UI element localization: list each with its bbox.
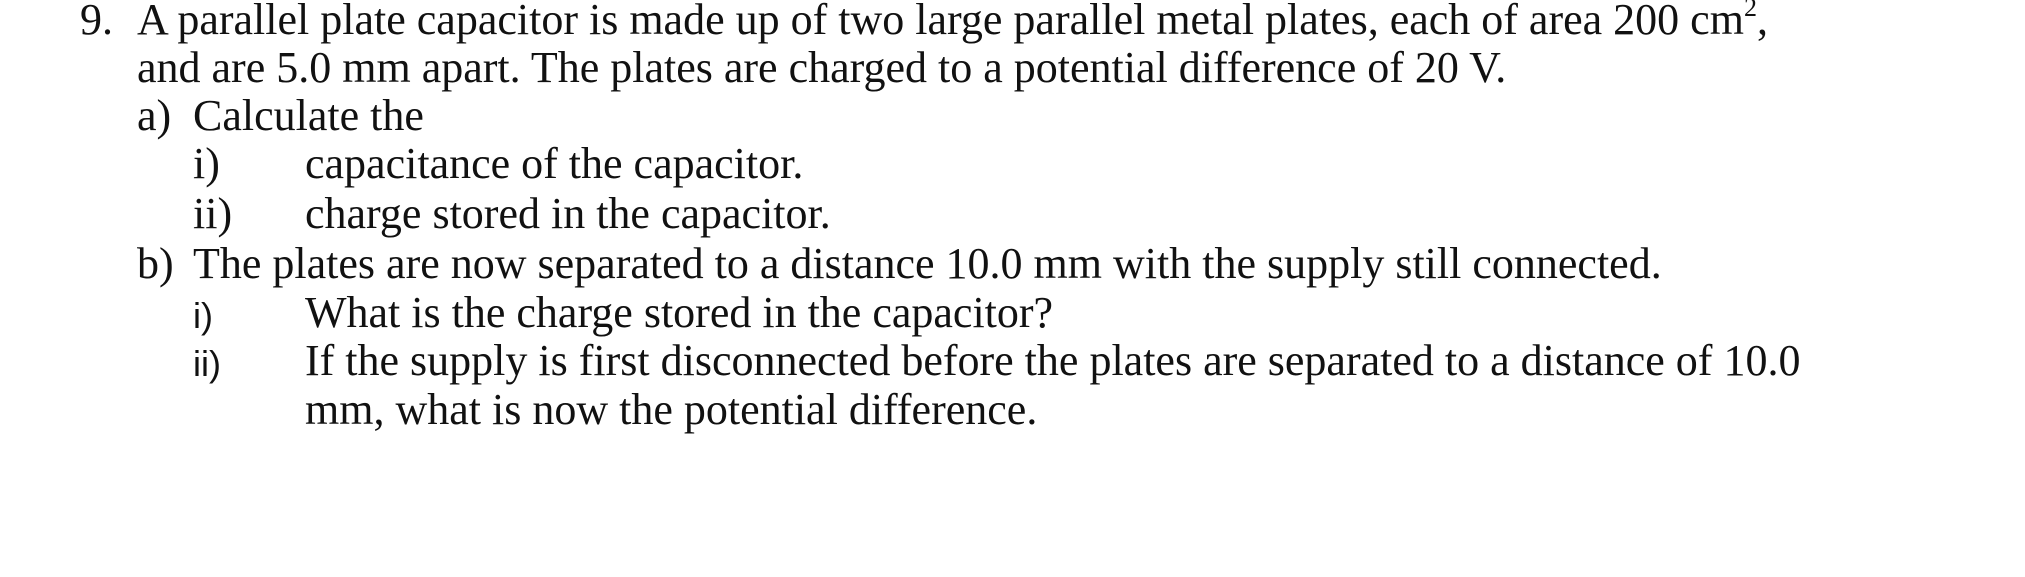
part-b-text: The plates are now separated to a distance 10.0 mm with the supply still connected. bbox=[193, 239, 1662, 288]
superscript: 2 bbox=[1743, 0, 1757, 22]
part-a-i-text: capacitance of the capacitor. bbox=[305, 139, 804, 188]
part-a-label: a) bbox=[137, 91, 172, 140]
part-a-i-label: i) bbox=[193, 139, 220, 188]
part-b-i-label: i) bbox=[193, 295, 213, 336]
question-stem-line-1 bbox=[137, 0, 1768, 46]
stem-text: A parallel plate capacitor is made up of two large parallel metal plates, each of area 200 cm bbox=[137, 0, 1744, 44]
part-a-text: Calculate the bbox=[193, 91, 424, 140]
question-number: 9. bbox=[80, 0, 113, 44]
part-b-i-text: What is the charge stored in the capacitor? bbox=[305, 288, 1054, 337]
part-b-ii-text-line-2: mm, what is now the potential difference. bbox=[305, 385, 1038, 434]
stem-punctuation: , bbox=[1756, 0, 1768, 44]
part-a-ii-label: ii) bbox=[193, 189, 233, 238]
part-b-ii-text-line-1: If the supply is first disconnected before the plates are separated to a distance of 10.0 bbox=[305, 336, 1801, 385]
part-b-label: b) bbox=[137, 239, 174, 288]
question-stem-line-2: and are 5.0 mm apart. The plates are charged to a potential difference of 20 V. bbox=[137, 43, 1507, 92]
part-b-ii-label: ii) bbox=[193, 343, 221, 384]
clipped-next-line bbox=[0, 564, 2025, 577]
part-a-ii-text: charge stored in the capacitor. bbox=[305, 189, 831, 238]
